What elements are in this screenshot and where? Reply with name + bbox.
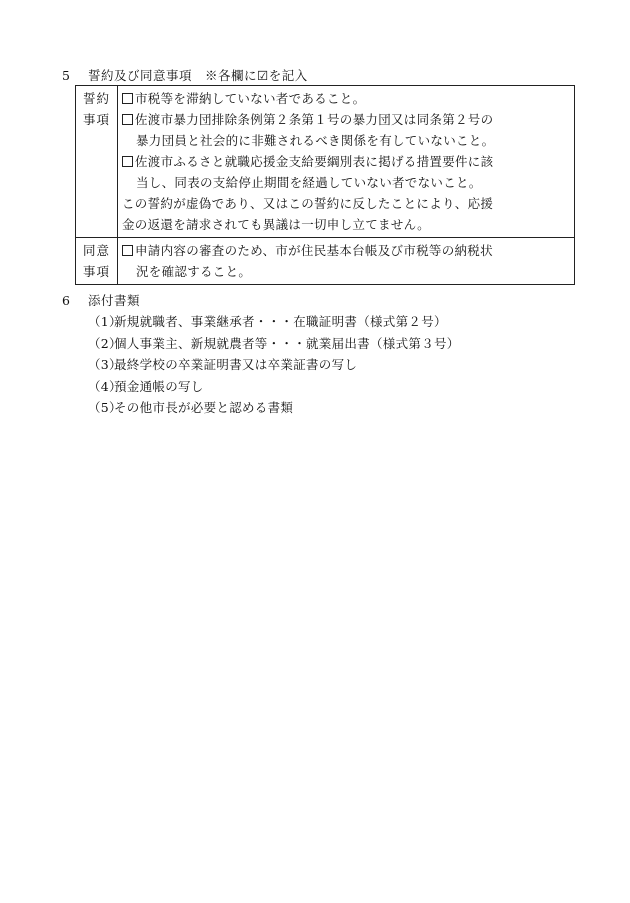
pledge-item-2 [122, 109, 570, 130]
attachment-text: 新規就職者、事業継承者・・・在職証明書（様式第２号） [114, 314, 447, 329]
attachment-text: 個人事業主、新規就農者等・・・就業届出書（様式第３号） [114, 335, 460, 351]
pledge-label-line2: 事項 [82, 112, 110, 127]
consent-content-cell [118, 238, 575, 285]
pledge-item-3 [122, 151, 570, 172]
checkbox-consent-1[interactable] [122, 245, 133, 256]
consent-item-1 [122, 240, 570, 261]
pledge-item-3-text-line1: 佐渡市ふるさと就職応援金支給要綱別表に掲げる措置要件に該 [135, 154, 494, 169]
list-item [88, 376, 460, 398]
consent-item-1-text-line2: 況を確認すること。 [136, 264, 252, 279]
consent-label-line1: 同意 [82, 243, 110, 258]
list-item [88, 311, 460, 333]
consent-label-cell [76, 238, 118, 285]
pledge-consent-table [75, 85, 575, 285]
section-6-heading [62, 291, 140, 309]
section-6-title: 添付書類 [88, 293, 141, 308]
list-item [88, 354, 460, 376]
pledge-item-1-text: 市税等を滞納していない者であること。 [135, 91, 366, 106]
checkbox-pledge-3[interactable] [122, 156, 133, 167]
section-5-number: 5 [62, 68, 71, 83]
section-6-number: 6 [62, 293, 71, 308]
attachment-number: （4） [88, 378, 122, 394]
attachment-list [88, 311, 460, 419]
attachment-number: （1） [88, 314, 122, 329]
section-5-title: 誓約及び同意事項 ※各欄に☑を記入 [88, 68, 308, 83]
pledge-closing-line1: この誓約が虚偽であり、又はこの誓約に反したことにより、応援 [122, 196, 494, 211]
pledge-label-cell [76, 86, 118, 238]
attachment-number: （3） [88, 357, 122, 372]
attachment-text: 最終学校の卒業証明書又は卒業証書の写し [114, 357, 358, 372]
pledge-item-3-text-line2: 当し、同表の支給停止期間を経過していない者でないこと。 [136, 175, 482, 190]
list-item [88, 333, 460, 355]
checkbox-pledge-1[interactable] [122, 93, 133, 104]
checkbox-pledge-2[interactable] [122, 114, 133, 125]
attachment-number: （2） [88, 335, 122, 351]
pledge-row [76, 86, 575, 238]
section-5-heading [62, 66, 308, 84]
pledge-label-line1: 誓約 [82, 91, 110, 106]
pledge-item-2-text-line2: 暴力団員と社会的に非難されるべき関係を有していないこと。 [136, 133, 495, 148]
pledge-closing-line2: 金の返還を請求されても異議は一切申し立てません。 [122, 217, 430, 232]
pledge-item-1 [122, 88, 570, 109]
pledge-content-cell [118, 86, 575, 238]
attachment-number: （5） [88, 400, 122, 415]
consent-row [76, 238, 575, 285]
attachment-text: 預金通帳の写し [114, 378, 204, 394]
consent-item-1-text-line1: 申請内容の審査のため、市が住民基本台帳及び市税等の納税状 [135, 243, 493, 258]
pledge-item-2-text-line1: 佐渡市暴力団排除条例第２条第１号の暴力団又は同条第２号の [135, 112, 494, 127]
consent-label-line2: 事項 [82, 264, 110, 279]
list-item [88, 397, 460, 419]
attachment-text: その他市長が必要と認める書類 [114, 400, 294, 415]
